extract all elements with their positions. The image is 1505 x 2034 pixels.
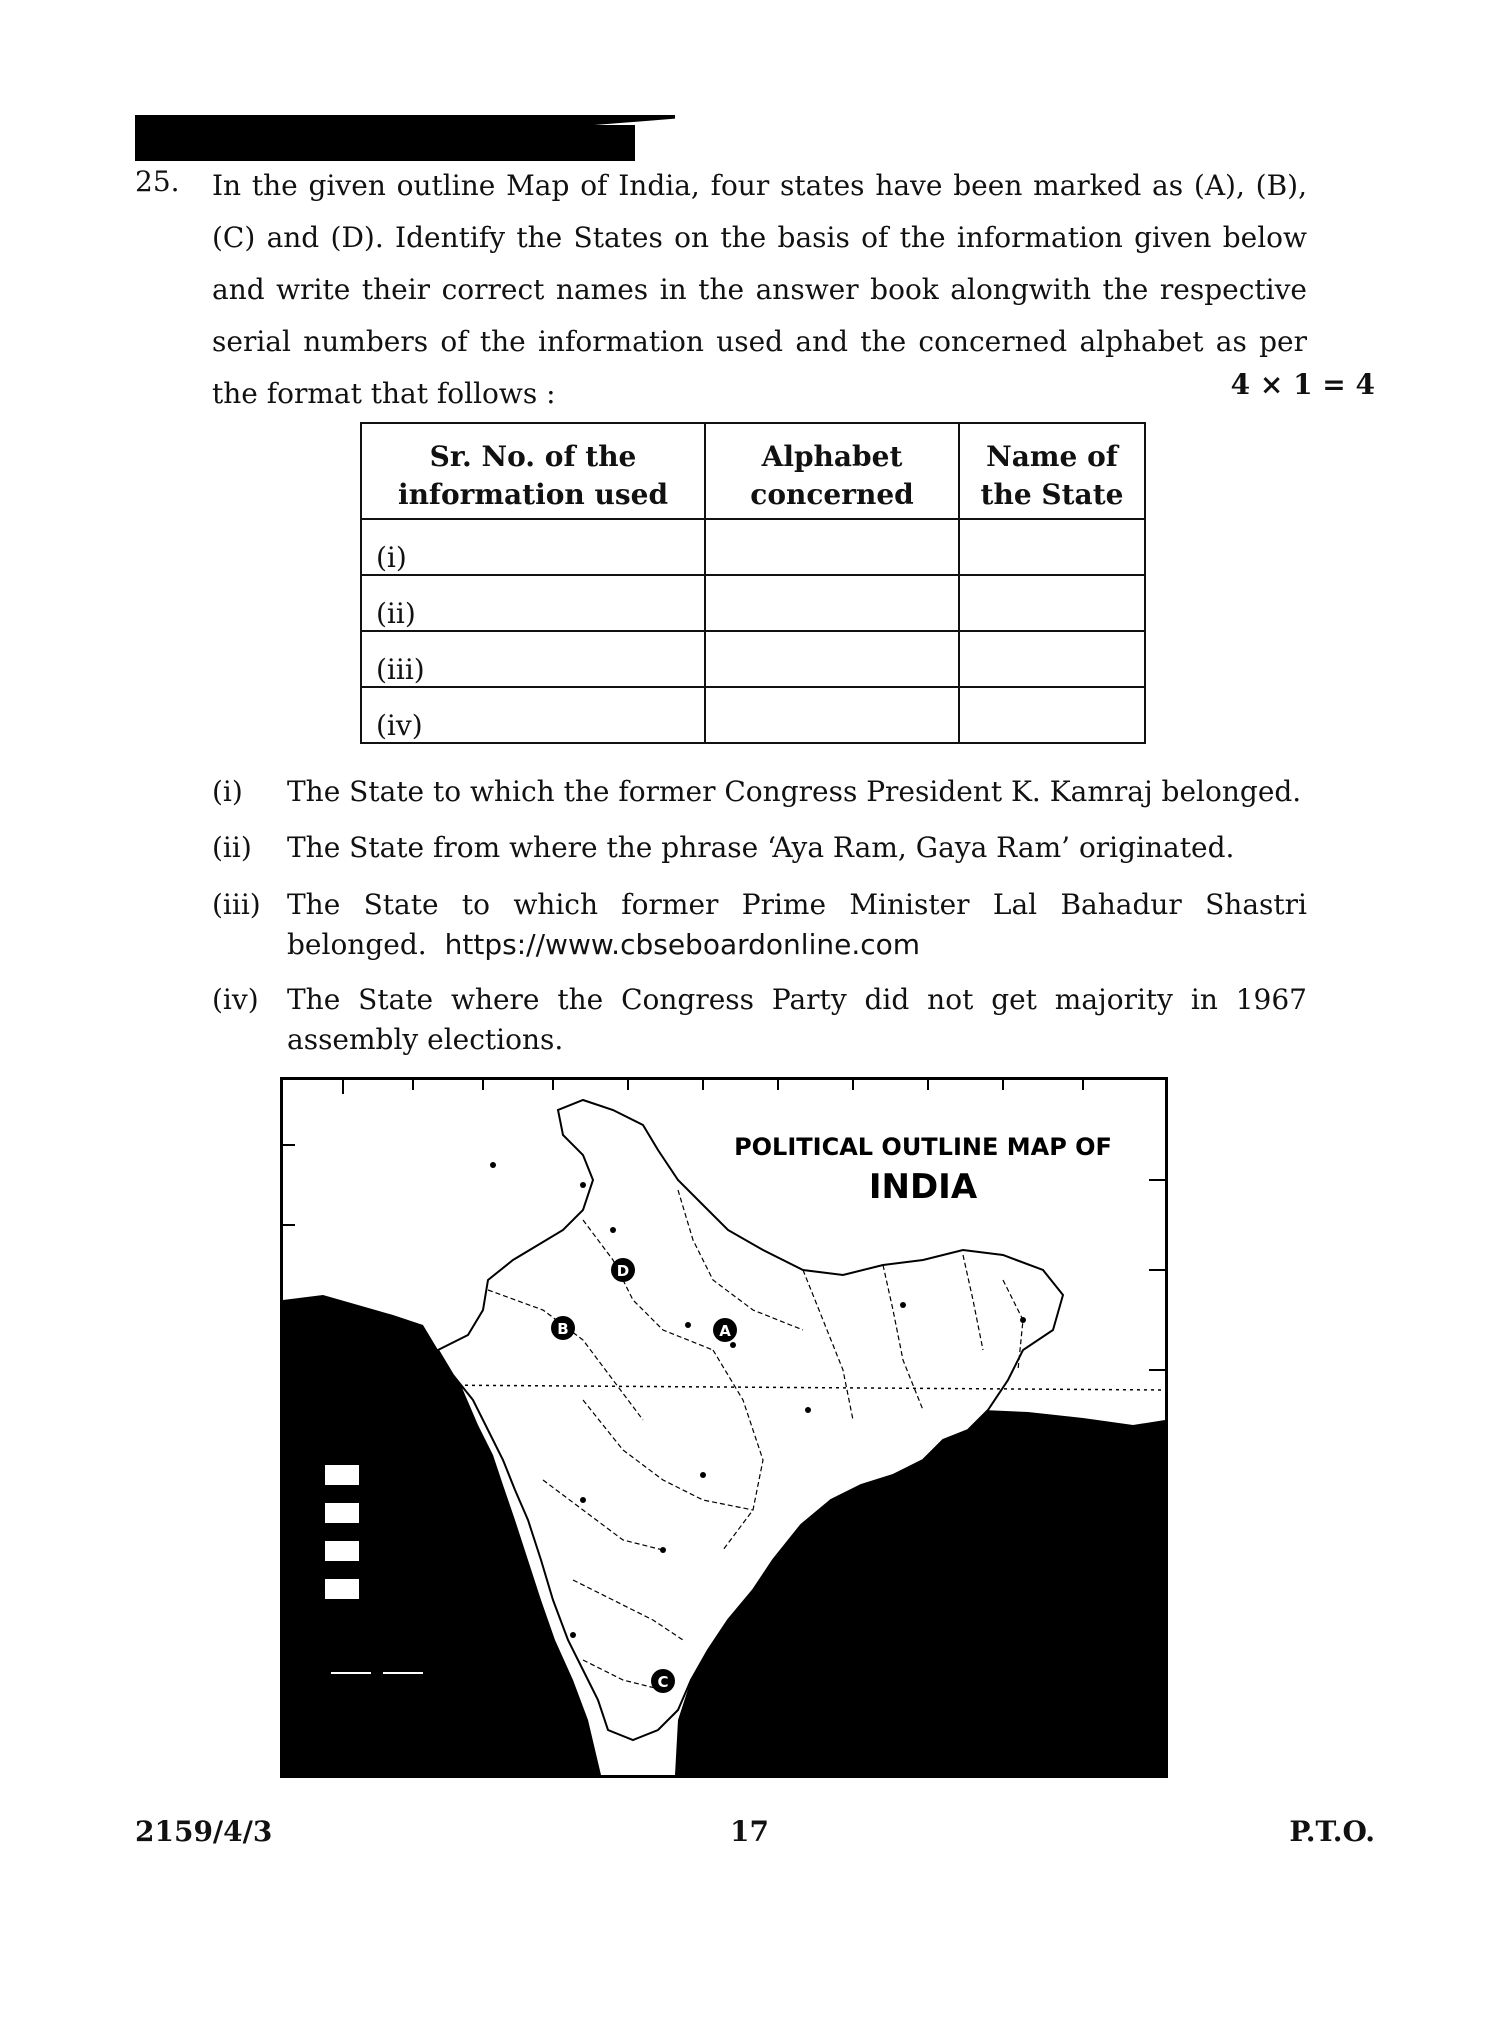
marker-c-label: C	[657, 1673, 669, 1691]
info-text: The State to which former Prime Minister Lal Bahadur Shastri belonged.	[287, 888, 1307, 961]
row-label: (iv)	[361, 687, 705, 743]
table-header-row	[361, 423, 1145, 519]
table-cell	[705, 687, 959, 743]
question-marks: 4 × 1 = 4	[1230, 368, 1375, 401]
table-cell	[705, 575, 959, 631]
info-label: (i)	[212, 775, 243, 808]
table-row	[361, 575, 1145, 631]
answer-format-table	[360, 422, 1146, 744]
header-alphabet: Alphabet concerned	[705, 423, 959, 519]
header-state-name: Name of the State	[959, 423, 1145, 519]
info-label: (ii)	[212, 831, 252, 864]
table-cell	[705, 519, 959, 575]
marker-b-label: B	[557, 1320, 569, 1338]
map-title-line1: POLITICAL OUTLINE MAP OF	[734, 1133, 1112, 1161]
table-row	[361, 631, 1145, 687]
map-svg	[283, 1080, 1165, 1775]
info-label: (iv)	[212, 983, 259, 1016]
row-label: (ii)	[361, 575, 705, 631]
table-cell	[959, 687, 1145, 743]
header-sr-no: Sr. No. of the information used	[361, 423, 705, 519]
marker-c	[651, 1669, 675, 1693]
marker-d	[611, 1258, 635, 1282]
table-row	[361, 519, 1145, 575]
question-number: 25.	[135, 165, 180, 198]
table-cell	[705, 631, 959, 687]
source-url[interactable]: https://www.cbseboardonline.com	[444, 928, 921, 961]
info-text: The State from where the phrase ‘Aya Ram, Gaya Ram’ originated.	[287, 831, 1235, 864]
table-row	[361, 687, 1145, 743]
marker-a	[713, 1318, 737, 1342]
question-text: In the given outline Map of India, four states have been marked as (A), (B), (C) and (D). Identify the States on the basis of the information given below and write their correct names in the answer book alongwith the respective serial numbers of the information used and the concerned alphabet as per the format that follows :	[212, 169, 1307, 410]
marker-d-label: D	[616, 1262, 630, 1280]
page-number: 17	[730, 1815, 769, 1848]
marker-a-label: A	[719, 1322, 731, 1340]
pto-label: P.T.O.	[1289, 1815, 1375, 1848]
table-cell	[959, 519, 1145, 575]
paper-code: 2159/4/3	[135, 1815, 273, 1848]
info-text: The State where the Congress Party did not get majority in 1967 assembly elections.	[287, 983, 1307, 1056]
table-cell	[959, 575, 1145, 631]
marker-b	[551, 1316, 575, 1340]
map-title-line2: INDIA	[868, 1167, 978, 1207]
row-label: (iii)	[361, 631, 705, 687]
table-cell	[959, 631, 1145, 687]
info-text-wrap	[287, 885, 1307, 965]
redaction-bar-lower	[135, 125, 635, 161]
india-outline-map	[280, 1077, 1168, 1778]
row-label: (i)	[361, 519, 705, 575]
info-text: The State to which the former Congress President K. Kamraj belonged.	[287, 775, 1302, 808]
info-label: (iii)	[212, 888, 261, 921]
